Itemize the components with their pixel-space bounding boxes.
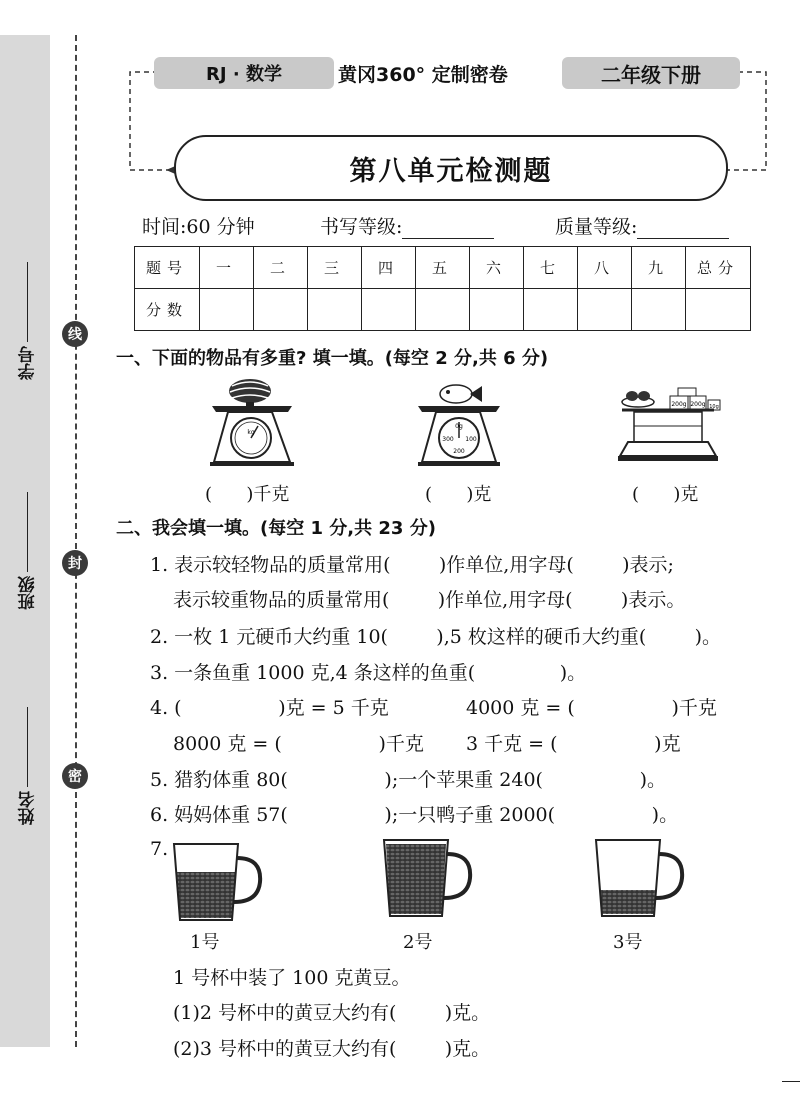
question-1-line-1[interactable]: 1. 表示较轻物品的质量常用( )作单位,用字母( )表示; <box>150 554 674 576</box>
score-cell[interactable] <box>686 289 751 331</box>
question-7-sub-1[interactable]: (1)2 号杯中的黄豆大约有( )克。 <box>173 1002 491 1024</box>
score-cell[interactable] <box>470 289 524 331</box>
section-2-heading: 二、我会填一填。(每空 1 分,共 23 分) <box>116 518 436 539</box>
answer-blank-2[interactable]: ( )克 <box>425 484 492 505</box>
seal-xian: 线 <box>62 321 88 347</box>
score-header-cell: 七 <box>524 247 578 289</box>
question-7-intro: 1 号杯中装了 100 克黄豆。 <box>173 967 411 989</box>
question-6[interactable]: 6. 妈妈体重 57( );一只鸭子重 2000( )。 <box>150 804 679 826</box>
cup-1-label: 1号 <box>190 932 220 953</box>
score-header-cell: 五 <box>416 247 470 289</box>
question-4-c[interactable]: 8000 克 = ( )千克 <box>173 733 424 755</box>
score-table-score-row <box>135 289 751 331</box>
writing-grade-label: 书写等级: <box>320 216 403 238</box>
brand-text: 黄冈360° 定制密卷 <box>338 64 508 86</box>
score-cell[interactable] <box>524 289 578 331</box>
name-field[interactable] <box>14 665 42 825</box>
score-cell[interactable] <box>416 289 470 331</box>
quality-grade <box>555 212 729 239</box>
score-table <box>134 246 751 331</box>
cut-line <box>75 35 77 1047</box>
page-title: 第八单元检测题 <box>174 135 728 201</box>
scale-2-label-bottom: 200 <box>453 448 465 455</box>
grade-badge: 二年级下册 <box>562 57 740 89</box>
section-1-heading: 一、下面的物品有多重? 填一填。(每空 2 分,共 6 分) <box>116 348 549 369</box>
scale-2-label-left: 300 <box>442 436 454 443</box>
score-cell[interactable] <box>308 289 362 331</box>
cup-2-image <box>380 836 480 920</box>
weight-label-2: 200g <box>690 401 706 408</box>
question-1-line-2[interactable]: 表示较重物品的质量常用( )作单位,用字母( )表示。 <box>173 589 686 611</box>
writing-grade <box>320 212 494 239</box>
class-field[interactable] <box>14 450 42 610</box>
seal-feng: 封 <box>62 550 88 576</box>
score-cell[interactable] <box>254 289 308 331</box>
seal-mi: 密 <box>62 763 88 789</box>
score-header-cell: 九 <box>632 247 686 289</box>
question-4-d[interactable]: 3 千克 = ( )克 <box>466 733 681 755</box>
score-header-cell: 八 <box>578 247 632 289</box>
question-2[interactable]: 2. 一枚 1 元硬币大约重 10( ),5 枚这样的硬币大约重( )。 <box>150 626 722 648</box>
score-header-cell: 二 <box>254 247 308 289</box>
cup-3-image <box>592 836 692 920</box>
time-info: 时间:60 分钟 <box>142 216 255 238</box>
subject-badge: RJ · 数学 <box>154 57 334 89</box>
question-3[interactable]: 3. 一条鱼重 1000 克,4 条这样的鱼重( )。 <box>150 662 587 684</box>
answer-blank-1[interactable]: ( )千克 <box>205 484 290 505</box>
question-5[interactable]: 5. 猎豹体重 80( );一个苹果重 240( )。 <box>150 769 667 791</box>
cup-3-label: 3号 <box>613 932 643 953</box>
score-row-label: 分数 <box>135 289 200 331</box>
quality-grade-blank[interactable] <box>637 238 729 239</box>
score-header-cell: 六 <box>470 247 524 289</box>
score-header-cell: 一 <box>200 247 254 289</box>
writing-grade-blank[interactable] <box>402 238 494 239</box>
cup-2-label: 2号 <box>403 932 433 953</box>
score-table-header-row <box>135 247 751 289</box>
question-4-a[interactable]: 4. ( )克 = 5 千克 <box>150 697 389 719</box>
score-header-cell: 三 <box>308 247 362 289</box>
weight-label-1: 200g <box>671 401 687 408</box>
scale-1-unit: kg <box>247 429 255 436</box>
score-cell[interactable] <box>362 289 416 331</box>
weight-label-3: 10g <box>709 404 719 410</box>
answer-blank-3[interactable]: ( )克 <box>632 484 699 505</box>
cup-1-image <box>170 840 270 924</box>
score-header-cell: 四 <box>362 247 416 289</box>
question-7-sub-2[interactable]: (2)3 号杯中的黄豆大约有( )克。 <box>173 1038 491 1060</box>
score-cell[interactable] <box>632 289 686 331</box>
score-header-cell: 总分 <box>686 247 751 289</box>
scale-2-label-right: 100 <box>465 436 477 443</box>
score-cell[interactable] <box>200 289 254 331</box>
question-7-number: 7. <box>150 838 169 860</box>
student-id-field[interactable] <box>14 230 42 380</box>
balance-scale-image <box>614 382 722 466</box>
watermelon-scale-image <box>202 378 302 470</box>
fish-scale-image <box>412 380 507 470</box>
score-cell[interactable] <box>578 289 632 331</box>
class-label: 班级 <box>18 576 39 610</box>
question-4-b[interactable]: 4000 克 = ( )千克 <box>466 697 717 719</box>
corner-mark <box>782 1081 800 1082</box>
scale-2-label-top: 0g <box>455 423 463 430</box>
score-header-cell: 题号 <box>135 247 200 289</box>
student-id-label: 学号 <box>18 346 39 380</box>
name-label: 姓名 <box>18 791 39 825</box>
quality-grade-label: 质量等级: <box>555 216 638 238</box>
